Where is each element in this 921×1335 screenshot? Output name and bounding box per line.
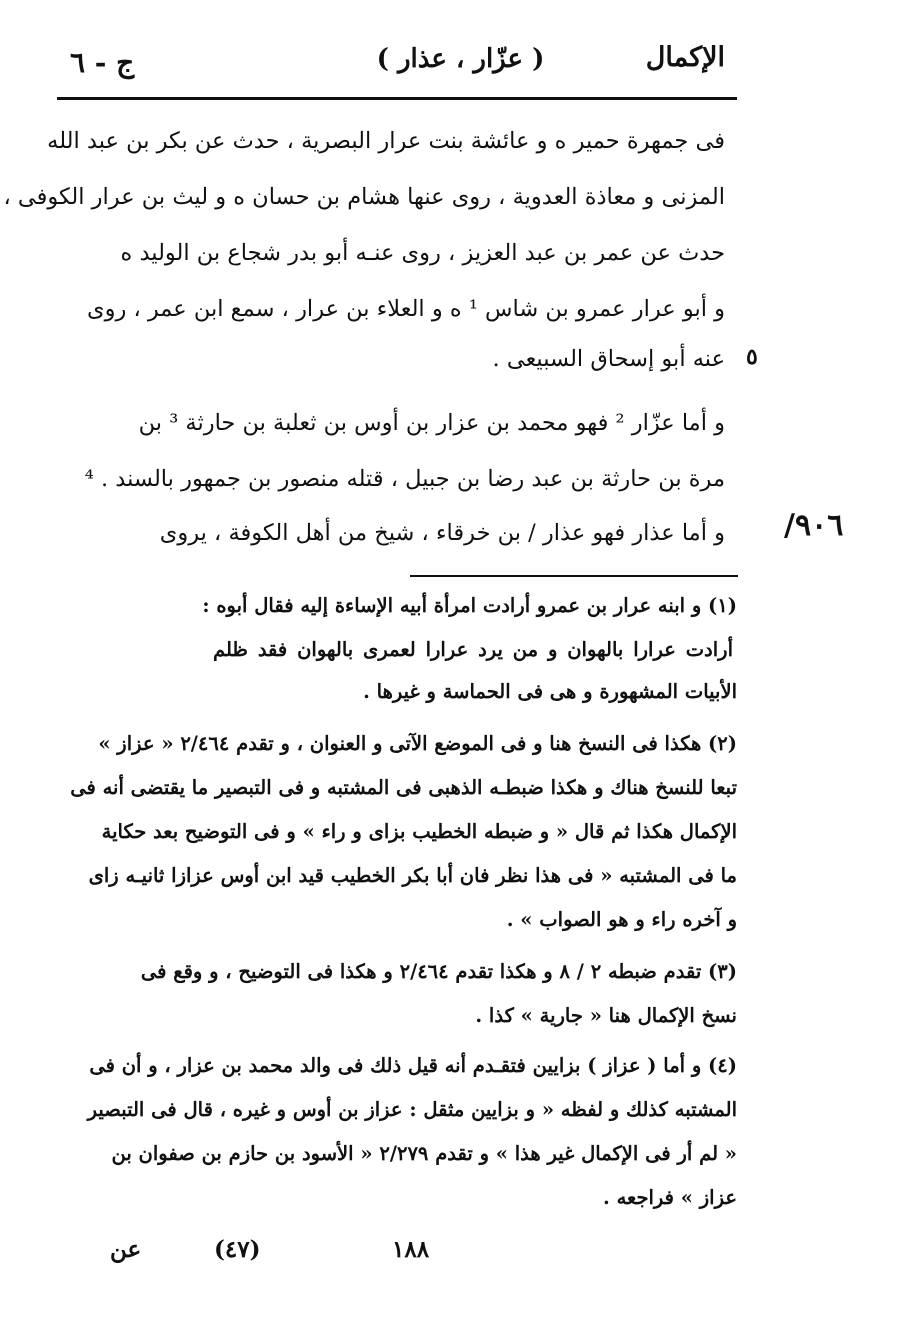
footnote-line: ما فى المشتبه « فى هذا نظر فان أبا بكر الخطيب قيد ابن أوس عزازا ثانيـه زاى xyxy=(88,864,737,887)
footnote-line: (٤) و أما ( عزاز ) بزايين فتقـدم أنه قيل ذلك فى والد محمد بن عزار ، و أن فى xyxy=(89,1054,737,1077)
line-number: ٥ xyxy=(746,344,758,370)
running-head-title: الإكمال xyxy=(645,42,725,73)
catchword: عن xyxy=(110,1236,142,1263)
main-text-line: و أبو عرار عمرو بن شاس ¹ ه و العلاء بن عرار ، سمع ابن عمر ، روى xyxy=(86,296,725,322)
footnote-line: المشتبه كذلك و لفظه « و بزايين مثقل : عزاز بن أوس و غيره ، قال فى التبصير xyxy=(87,1098,737,1121)
header-rule xyxy=(57,97,737,100)
footnote-rule xyxy=(410,575,738,577)
footnote-line: و آخره راء و هو الصواب » . xyxy=(506,908,737,931)
main-text-line: فى جمهرة حمير ه و عائشة بنت عرار البصرية ، حدث عن بكر بن عبد الله xyxy=(47,128,725,154)
running-head-entry: ( عزّار ، عذار ) xyxy=(376,44,545,74)
footnote-line: (١) و ابنه عرار بن عمرو أرادت امرأة أبيه الإساءة إليه فقال أبوه : xyxy=(202,594,737,617)
main-text-line: و أما عذار فهو عذار / بن خرقاء ، شيخ من أهل الكوفة ، يروى xyxy=(159,520,725,546)
footnote-line: الإكمال هكذا ثم قال « و ضبطه الخطيب بزاى و راء » و فى التوضيح بعد حكاية xyxy=(101,820,737,843)
signature-mark: (٤٧) xyxy=(214,1236,261,1263)
footnote-line: « لم أر فى الإكمال غير هذا » و تقدم ٢/٢٧٩ « الأسود بن حازم بن صفوان بن xyxy=(111,1142,737,1165)
main-text-line: مرة بن حارثة بن عبد رضا بن جبيل ، قتله منصور بن جمهور بالسند . ⁴ xyxy=(84,466,725,492)
main-text-line: عنه أبو إسحاق السبيعى . xyxy=(492,346,725,372)
footnote-verse-line: أرادت عرارا بالهوان و من يرد عرارا لعمرى بالهوان فقد ظلم xyxy=(213,638,733,661)
main-text-line: و أما عزّار ² فهو محمد بن عزار بن أوس بن ثعلبة بن حارثة ³ بن xyxy=(138,410,725,436)
main-text-line: حدث عن عمر بن عبد العزيز ، روى عنـه أبو بدر شجاع بن الوليد ه xyxy=(120,240,725,266)
footnote-line: (٢) هكذا فى النسخ هنا و فى الموضع الآتى و العنوان ، و تقدم ٢/٤٦٤ « عزاز » xyxy=(98,732,737,755)
footnote-line: تبعا للنسخ هناك و هكذا ضبطـه الذهبى فى المشتبه و فى التبصير ما يقتضى أنه فى xyxy=(70,776,737,799)
footnote-line: عزاز » فراجعه . xyxy=(603,1186,737,1209)
margin-page-reference: ٩٠٦/ xyxy=(784,508,844,543)
page-number: ١٨٨ xyxy=(392,1236,430,1263)
footnote-line: نسخ الإكمال هنا « جارية » كذا . xyxy=(475,1004,737,1027)
volume-label: ج - ٦ xyxy=(70,46,135,79)
main-text-line: المزنى و معاذة العدوية ، روى عنها هشام بن حسان ه و ليث بن عرار الكوفى ، xyxy=(3,184,725,210)
footnote-line: (٣) تقدم ضبطه ٢ / ٨ و هكذا تقدم ٢/٤٦٤ و هكذا فى التوضيح ، و وقع فى xyxy=(140,960,737,983)
footnote-line: الأبيات المشهورة و هى فى الحماسة و غيرها . xyxy=(363,680,737,703)
